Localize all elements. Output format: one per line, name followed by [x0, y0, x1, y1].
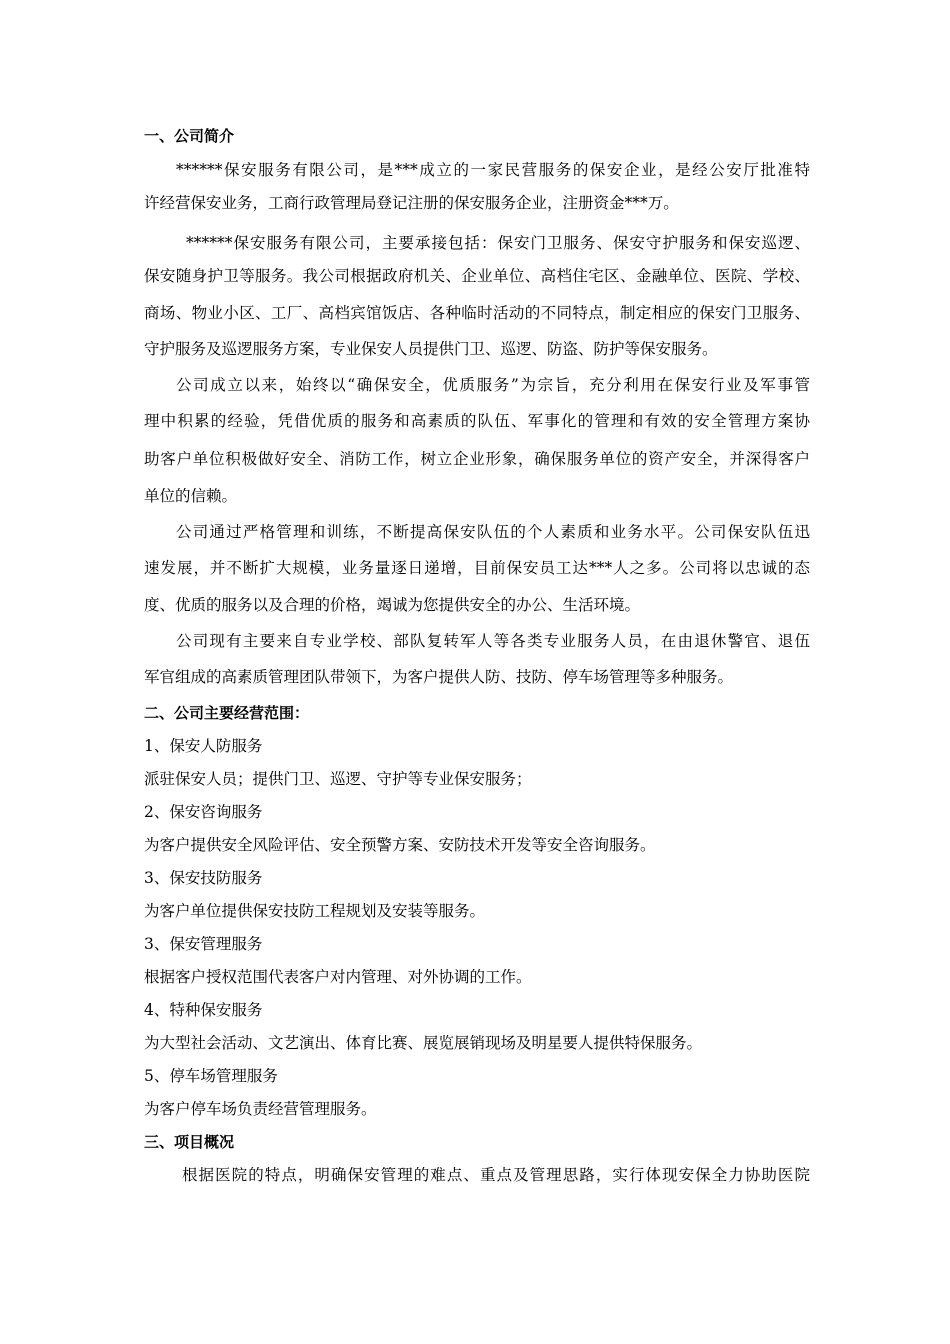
paragraph-line: 守护服务及巡逻服务方案，专业保安人员提供门卫、巡逻、防盗、防护等保安服务。	[144, 340, 718, 358]
list-item-title: 4、特种保安服务	[144, 1001, 263, 1019]
paragraph-line: 根据医院的特点，明确保安管理的难点、重点及管理思路，实行体现安保全力协助医院	[182, 1166, 810, 1184]
paragraph-line: 度、优质的服务以及合理的价格，竭诚为您提供安全的办公、生活环境。	[144, 596, 641, 614]
list-item-desc: 为客户单位提供保安技防工程规划及安装等服务。	[144, 902, 486, 920]
paragraph-line: 单位的信赖。	[144, 487, 238, 505]
list-item-desc: 为客户提供安全风险评估、安全预警方案、安防技术开发等安全咨询服务。	[144, 836, 656, 854]
section-heading-business-scope: 二、公司主要经营范围：	[144, 704, 310, 722]
paragraph-line: 理中积累的经验，凭借优质的服务和高素质的队伍、军事化的管理和有效的安全管理方案协	[144, 412, 810, 430]
list-item-title: 5、停车场管理服务	[144, 1067, 278, 1085]
list-item-title: 3、保安技防服务	[144, 869, 263, 887]
section-heading-project-overview: 三、项目概况	[144, 1133, 235, 1151]
paragraph-line: 军官组成的高素质管理团队带领下，为客户提供人防、技防、停车场管理等多种服务。	[144, 668, 734, 686]
list-item-desc: 为大型社会活动、文艺演出、体育比赛、展览展销现场及明星要人提供特保服务。	[144, 1034, 703, 1052]
section-heading-company-profile: 一、公司简介	[144, 127, 235, 145]
paragraph-line: ******保安服务有限公司，是***成立的一家民营服务的保安企业，是经公安厅批准特	[176, 161, 810, 179]
list-item-desc: 为客户停车场负责经营管理服务。	[144, 1100, 377, 1118]
paragraph-line: ******保安服务有限公司，主要承接包括：保安门卫服务、保安守护服务和保安巡逻、	[186, 234, 810, 252]
paragraph-line: 助客户单位积极做好安全、消防工作，树立企业形象，确保服务单位的资产安全，并深得客户	[144, 450, 810, 468]
paragraph-line: 保安随身护卫等服务。我公司根据政府机关、企业单位、高档住宅区、金融单位、医院、学校、	[144, 267, 810, 285]
paragraph-line: 速发展，并不断扩大规模，业务量逐日递增，目前保安员工达***人之多。公司将以忠诚的态	[144, 559, 810, 577]
paragraph-line: 公司成立以来，始终以“确保安全，优质服务”为宗旨，充分利用在保安行业及军事管	[176, 376, 810, 394]
list-item-desc: 派驻保安人员；提供门卫、巡逻、守护等专业保安服务；	[144, 770, 532, 788]
paragraph-line: 商场、物业小区、工厂、高档宾馆饭店、各种临时活动的不同特点，制定相应的保安门卫服务、	[144, 304, 810, 322]
list-item-desc: 根据客户授权范围代表客户对内管理、对外协调的工作。	[144, 968, 532, 986]
list-item-title: 2、保安咨询服务	[144, 803, 263, 821]
paragraph-line: 许经营保安业务，工商行政管理局登记注册的保安服务企业，注册资金***万。	[144, 194, 679, 212]
list-item-title: 3、保安管理服务	[144, 935, 263, 953]
paragraph-line: 公司现有主要来自专业学校、部队复转军人等各类专业服务人员，在由退休警官、退伍	[176, 632, 810, 650]
list-item-title: 1、保安人防服务	[144, 737, 263, 755]
paragraph-line: 公司通过严格管理和训练，不断提高保安队伍的个人素质和业务水平。公司保安队伍迅	[176, 523, 810, 541]
